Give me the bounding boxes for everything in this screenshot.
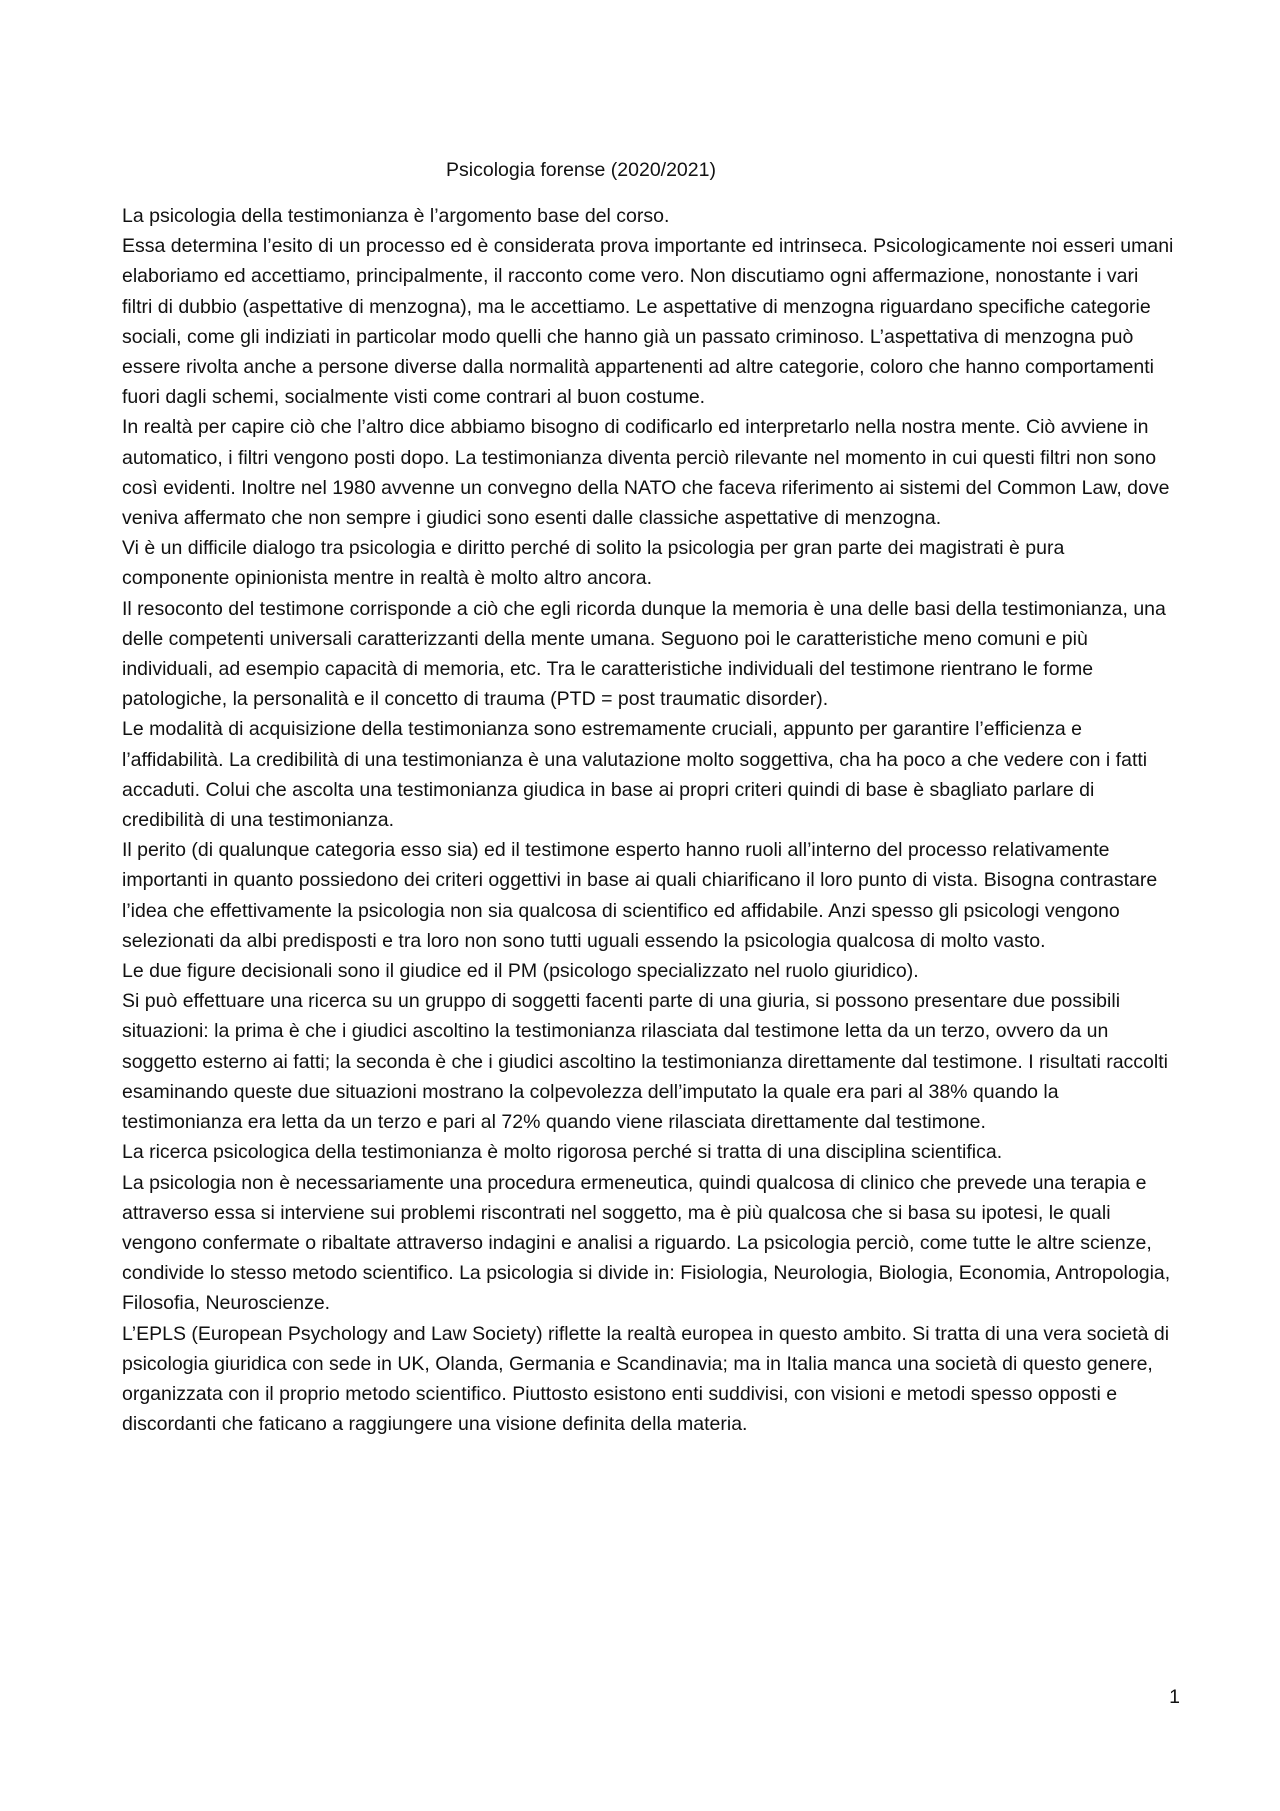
paragraph: L’EPLS (European Psychology and Law Society) riflette la realtà europea in questo ambito. Si tratta di una vera società di psicologia giuridica con sede in UK, Olanda, Germania e Scandinavia; ma in Italia manca una società di questo genere, organizzata con il proprio metodo scientifico. Piuttosto esistono enti suddivisi, con visioni e metodi spesso opposti e discordanti che faticano a raggiungere una visione definita della materia. bbox=[122, 1322, 1170, 1436]
paragraph: Le modalità di acquisizione della testimonianza sono estremamente cruciali, appunto per garantire l’efficienza e l’affidabilità. La credibilità di una testimonianza è una valutazione molto soggettiva, cha ha poco a che vedere con i fatti accaduti. Colui che ascolta una testimonianza giudica in base ai propri criteri quindi di base è sbagliato parlare di credibilità di una testimonianza. bbox=[122, 718, 1148, 832]
paragraph: Il perito (di qualunque categoria esso sia) ed il testimone esperto hanno ruoli all’interno del processo relativamente importanti in quanto possiedono dei criteri oggettivi in base ai quali chiarificano il loro punto di vista. Bisogna contrastare l’idea che effettivamente la psicologia non sia qualcosa di scientifico ed affidabile. Anzi spesso gli psicologi vengono selezionati da albi predisposti e tra loro non sono tutti uguali essendo la psicologia qualcosa di molto vasto. bbox=[122, 839, 1158, 952]
paragraph: Il resoconto del testimone corrisponde a ciò che egli ricorda dunque la memoria è una delle basi della testimonianza, una delle competenti universali caratterizzanti della mente umana. Seguono poi le caratteristiche meno comuni e più individuali, ad esempio capacità di memoria, etc. Tra le caratteristiche individuali del testimone rientrano le forme patologiche, la personalità e il concetto di trauma (PTD = post traumatic disorder). bbox=[122, 597, 1166, 711]
paragraph: Si può effettuare una ricerca su un gruppo di soggetti facenti parte di una giuria, si possono presentare due possibili situazioni: la prima è che i giudici ascoltino la testimonianza rilasciata dal testimone letta da un terzo, ovvero da un soggetto esterno ai fatti; la seconda è che i giudici ascoltino la testimonianza direttamente dal testimone. I risultati raccolti esaminando queste due situazioni mostrano la colpevolezza dell’imputato la quale era pari al 38% quando la testimonianza era letta da un terzo e pari al 72% quando viene rilasciata direttamente dal testimone. bbox=[122, 990, 1168, 1134]
paragraph: Vi è un difficile dialogo tra psicologia e diritto perché di solito la psicologia per gran parte dei magistrati è pura componente opinionista mentre in realtà è molto altro ancora. bbox=[122, 537, 1065, 590]
paragraph: Essa determina l’esito di un processo ed è considerata prova importante ed intrinseca. Psicologicamente noi esseri umani elaboriamo ed accettiamo, principalmente, il racconto come vero. Non discutiamo ogni affermazione, nonostante i vari filtri di dubbio (aspettative di menzogna), ma le accettiamo. Le aspettative di menzogna riguardano specifiche categorie sociali, come gli indiziati in particolar modo quelli che hanno già un passato criminoso. L’aspettativa di menzogna può essere rivolta anche a persone diverse dalla normalità appartenenti ad altre categorie, coloro che hanno comportamenti fuori dagli schemi, socialmente visti come contrari al buon costume. bbox=[122, 235, 1174, 409]
paragraph: In realtà per capire ciò che l’altro dice abbiamo bisogno di codificarlo ed interpretarlo nella nostra mente. Ciò avviene in automatico, i filtri vengono posti dopo. La testimonianza diventa perciò rilevante nel momento in cui questi filtri non sono così evidenti. Inoltre nel 1980 avvenne un convegno della NATO che faceva riferimento ai sistemi del Common Law, dove veniva affermato che non sempre i giudici sono esenti dalle classiche aspettative di menzogna. bbox=[122, 416, 1170, 530]
paragraph: La psicologia della testimonianza è l’argomento base del corso. bbox=[122, 205, 670, 227]
paragraph: Le due figure decisionali sono il giudice ed il PM (psicologo specializzato nel ruolo giuridico). bbox=[122, 960, 919, 983]
page-title: Psicologia forense (2020/2021) bbox=[446, 159, 716, 181]
document-body bbox=[122, 201, 1174, 1439]
paragraph: La ricerca psicologica della testimonianza è molto rigorosa perché si tratta di una disciplina scientifica. bbox=[122, 1141, 1003, 1164]
paragraph: La psicologia non è necessariamente una procedura ermeneutica, quindi qualcosa di clinico che prevede una terapia e attraverso essa si interviene sui problemi riscontrati nel soggetto, ma è più qualcosa che si basa su ipotesi, le quali vengono confermate o ribaltate attraverso indagini e analisi a riguardo. La psicologia perciò, come tutte le altre scienze, condivide lo stesso metodo scientifico. La psicologia si divide in: Fisiologia, Neurologia, Biologia, Economia, Antropologia, Filosofia, Neuroscienze. bbox=[122, 1171, 1171, 1315]
page-number: 1 bbox=[1169, 1686, 1180, 1708]
